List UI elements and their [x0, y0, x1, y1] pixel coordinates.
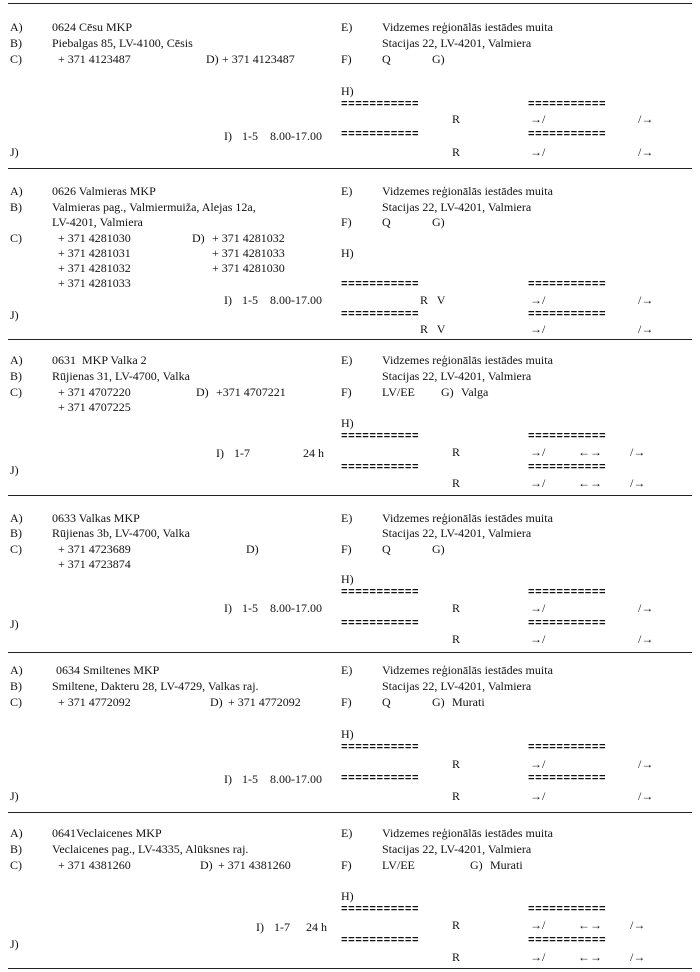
address-line: LV-4201, Valmiera — [52, 215, 143, 229]
double-line: =========== — [341, 129, 420, 141]
arrow-out-icon: /→ — [638, 112, 654, 126]
label-f: F) — [341, 52, 352, 66]
arrow-in-icon: →/ — [530, 445, 546, 459]
double-line: =========== — [341, 99, 420, 111]
customs-office: Vidzemes reģionālās iestādes muita — [382, 353, 553, 367]
traffic-mark: R — [452, 918, 461, 932]
label-h: H) — [341, 889, 354, 903]
customs-office: Vidzemes reģionālās iestādes muita — [382, 511, 553, 525]
label-i: I) — [224, 772, 232, 786]
working-hours: 8.00-17.00 — [270, 601, 322, 615]
double-line: =========== — [528, 773, 607, 785]
arrow-out-icon: /→ — [630, 476, 646, 490]
label-h: H) — [341, 727, 354, 741]
address-line: Veclaicenes pag., LV-4335, Alūksnes raj. — [52, 842, 249, 856]
working-days: 1-5 — [242, 293, 258, 307]
label-a: A) — [10, 826, 23, 840]
customs-office: Vidzemes reģionālās iestādes muita — [382, 184, 553, 198]
label-f: F) — [341, 695, 352, 709]
fax-number: + 371 4281033 — [212, 246, 285, 260]
label-i: I) — [256, 920, 264, 934]
label-f: F) — [341, 385, 352, 399]
label-c: C) — [10, 385, 22, 399]
checkpoint-name: 0624 Cēsu MKP — [52, 20, 133, 34]
label-g: G) — [470, 858, 483, 872]
neighbour-point: Valga — [461, 385, 489, 399]
label-a: A) — [10, 184, 23, 198]
divider — [8, 168, 692, 169]
traffic-mark: R — [452, 757, 461, 771]
arrow-out-icon: /→ — [638, 601, 654, 615]
label-f: F) — [341, 542, 352, 556]
double-line: =========== — [341, 279, 420, 291]
fax-number: + 371 4281030 — [212, 261, 285, 275]
fax-number: + 371 4772092 — [228, 695, 301, 709]
label-c: C) — [10, 52, 22, 66]
double-line: =========== — [341, 935, 420, 947]
traffic-mark: R — [452, 601, 461, 615]
arrow-in-icon: →/ — [530, 293, 546, 307]
arrow-both-icon: ←→ — [578, 476, 602, 490]
label-f: F) — [341, 215, 352, 229]
working-days: 1-5 — [242, 772, 258, 786]
divider — [8, 968, 692, 969]
working-hours: 24 h — [303, 446, 324, 460]
label-j: J) — [10, 617, 19, 631]
address-line: Rūjienas 31, LV-4700, Valka — [52, 369, 190, 383]
label-b: B) — [10, 200, 22, 214]
divider — [8, 339, 692, 340]
double-line: =========== — [528, 462, 607, 474]
phone-number: + 371 4381260 — [58, 858, 131, 872]
arrow-in-icon: →/ — [530, 601, 546, 615]
label-e: E) — [341, 184, 353, 198]
traffic-mark: R — [452, 950, 461, 964]
label-j: J) — [10, 463, 19, 477]
arrow-out-icon: /→ — [638, 145, 654, 159]
checkpoint-name: 0633 Valkas MKP — [52, 511, 140, 525]
arrow-out-icon: /→ — [638, 293, 654, 307]
working-hours: 8.00-17.00 — [270, 293, 322, 307]
arrow-both-icon: ←→ — [578, 950, 602, 964]
double-line: =========== — [341, 773, 420, 785]
working-days: 1-5 — [242, 129, 258, 143]
arrow-out-icon: /→ — [638, 632, 654, 646]
double-line: =========== — [341, 618, 420, 630]
label-i: I) — [216, 446, 224, 460]
customs-address: Stacijas 22, LV-4201, Valmiera — [382, 842, 532, 856]
label-d: D) — [206, 52, 219, 66]
label-a: A) — [10, 353, 23, 367]
working-days: 1-7 — [274, 920, 290, 934]
arrow-out-icon: /→ — [638, 757, 654, 771]
traffic-mark: R — [452, 445, 461, 459]
double-line: =========== — [528, 618, 607, 630]
double-line: =========== — [528, 309, 607, 321]
working-hours: 24 h — [306, 920, 327, 934]
phone-number: + 371 4281033 — [58, 276, 131, 290]
arrow-in-icon: →/ — [530, 145, 546, 159]
double-line: =========== — [528, 742, 607, 754]
arrow-out-icon: /→ — [638, 789, 654, 803]
phone-number: + 371 4707220 — [58, 385, 131, 399]
arrow-in-icon: →/ — [530, 476, 546, 490]
border-code: Q — [382, 695, 391, 709]
double-line: =========== — [341, 742, 420, 754]
arrow-in-icon: →/ — [530, 918, 546, 932]
checkpoint-name: 0626 Valmieras MKP — [52, 184, 156, 198]
label-d: D) — [192, 231, 205, 245]
arrow-in-icon: →/ — [530, 322, 546, 336]
working-hours: 8.00-17.00 — [270, 129, 322, 143]
checkpoint-name: 0641Veclaicenes MKP — [52, 826, 162, 840]
arrow-out-icon: /→ — [630, 918, 646, 932]
customs-address: Stacijas 22, LV-4201, Valmiera — [382, 369, 532, 383]
arrow-both-icon: ←→ — [578, 918, 602, 932]
double-line: =========== — [341, 587, 420, 599]
divider — [8, 812, 692, 813]
divider — [8, 3, 692, 4]
fax-number: + 371 4381260 — [218, 858, 291, 872]
label-g: G) — [441, 385, 454, 399]
arrow-out-icon: /→ — [630, 445, 646, 459]
label-e: E) — [341, 20, 353, 34]
checkpoint-name: 0631 MKP Valka 2 — [52, 353, 147, 367]
phone-number: + 371 4281032 — [58, 261, 131, 275]
customs-office: Vidzemes reģionālās iestādes muita — [382, 20, 553, 34]
customs-address: Stacijas 22, LV-4201, Valmiera — [382, 526, 532, 540]
double-line: =========== — [528, 279, 607, 291]
label-c: C) — [10, 695, 22, 709]
phone-number: + 371 4123487 — [58, 52, 131, 66]
phone-number: + 371 4723689 — [58, 542, 131, 556]
label-a: A) — [10, 511, 23, 525]
checkpoint-name: 0634 Smiltenes MKP — [56, 663, 160, 677]
label-d: D) — [196, 385, 209, 399]
phone-number: + 371 4281030 — [58, 231, 131, 245]
neighbour-point: Murati — [490, 858, 523, 872]
label-h: H) — [341, 572, 354, 586]
label-c: C) — [10, 542, 22, 556]
double-line: =========== — [528, 904, 607, 916]
working-days: 1-5 — [242, 601, 258, 615]
phone-number: + 371 4281031 — [58, 246, 131, 260]
double-line: =========== — [528, 99, 607, 111]
working-days: 1-7 — [234, 446, 250, 460]
label-b: B) — [10, 36, 22, 50]
border-code: LV/EE — [382, 385, 415, 399]
customs-office: Vidzemes reģionālās iestādes muita — [382, 826, 553, 840]
label-h: H) — [341, 416, 354, 430]
border-code: Q — [382, 52, 391, 66]
label-j: J) — [10, 145, 19, 159]
double-line: =========== — [528, 935, 607, 947]
label-f: F) — [341, 858, 352, 872]
address-line: Valmieras pag., Valmiermuiža, Alejas 12a, — [52, 200, 256, 214]
label-j: J) — [10, 308, 19, 322]
label-e: E) — [341, 353, 353, 367]
label-c: C) — [10, 231, 22, 245]
fax-number: + 371 4123487 — [222, 52, 295, 66]
label-g: G) — [432, 695, 445, 709]
label-b: B) — [10, 369, 22, 383]
label-c: C) — [10, 858, 22, 872]
arrow-out-icon: /→ — [630, 950, 646, 964]
double-line: =========== — [528, 587, 607, 599]
working-hours: 8.00-17.00 — [270, 772, 322, 786]
label-h: H) — [341, 246, 354, 260]
traffic-mark: R — [452, 112, 461, 126]
fax-number: +371 4707221 — [216, 385, 286, 399]
arrow-in-icon: →/ — [530, 112, 546, 126]
traffic-mark: R — [452, 476, 461, 490]
double-line: =========== — [341, 431, 420, 443]
arrow-in-icon: →/ — [530, 789, 546, 803]
divider — [8, 652, 692, 653]
label-d: D) — [246, 542, 259, 556]
address-line: Rūjienas 3b, LV-4700, Valka — [52, 526, 190, 540]
double-line: =========== — [341, 309, 420, 321]
traffic-mark: R V — [420, 293, 446, 307]
traffic-mark: R — [452, 632, 461, 646]
double-line: =========== — [528, 431, 607, 443]
border-code: LV/EE — [382, 858, 415, 872]
traffic-mark: R — [452, 145, 461, 159]
arrow-both-icon: ←→ — [578, 445, 602, 459]
customs-office: Vidzemes reģionālās iestādes muita — [382, 663, 553, 677]
customs-address: Stacijas 22, LV-4201, Valmiera — [382, 200, 532, 214]
fax-number: + 371 4281032 — [212, 231, 285, 245]
arrow-in-icon: →/ — [530, 632, 546, 646]
label-j: J) — [10, 937, 19, 951]
double-line: =========== — [341, 462, 420, 474]
phone-number: + 371 4707225 — [58, 400, 131, 414]
label-g: G) — [432, 52, 445, 66]
traffic-mark: R — [452, 789, 461, 803]
customs-address: Stacijas 22, LV-4201, Valmiera — [382, 679, 532, 693]
divider — [8, 495, 692, 496]
customs-address: Stacijas 22, LV-4201, Valmiera — [382, 36, 532, 50]
address-line: Piebalgas 85, LV-4100, Cēsis — [52, 36, 193, 50]
label-i: I) — [224, 129, 232, 143]
label-i: I) — [224, 601, 232, 615]
label-j: J) — [10, 789, 19, 803]
neighbour-point: Murati — [452, 695, 485, 709]
label-e: E) — [341, 826, 353, 840]
address-line: Smiltene, Dakteru 28, LV-4729, Valkas raj. — [52, 679, 259, 693]
traffic-mark: R V — [420, 322, 446, 336]
double-line: =========== — [528, 129, 607, 141]
label-b: B) — [10, 842, 22, 856]
label-b: B) — [10, 679, 22, 693]
label-g: G) — [432, 215, 445, 229]
label-h: H) — [341, 84, 354, 98]
arrow-in-icon: →/ — [530, 757, 546, 771]
label-b: B) — [10, 526, 22, 540]
phone-number: + 371 4772092 — [58, 695, 131, 709]
arrow-in-icon: →/ — [530, 950, 546, 964]
label-a: A) — [10, 663, 23, 677]
label-d: D) — [200, 858, 213, 872]
label-i: I) — [224, 293, 232, 307]
label-e: E) — [341, 511, 353, 525]
double-line: =========== — [341, 904, 420, 916]
border-code: Q — [382, 215, 391, 229]
label-g: G) — [432, 542, 445, 556]
label-d: D) — [210, 695, 223, 709]
border-code: Q — [382, 542, 391, 556]
phone-number: + 371 4723874 — [58, 557, 131, 571]
label-e: E) — [341, 663, 353, 677]
label-a: A) — [10, 20, 23, 34]
arrow-out-icon: /→ — [638, 322, 654, 336]
